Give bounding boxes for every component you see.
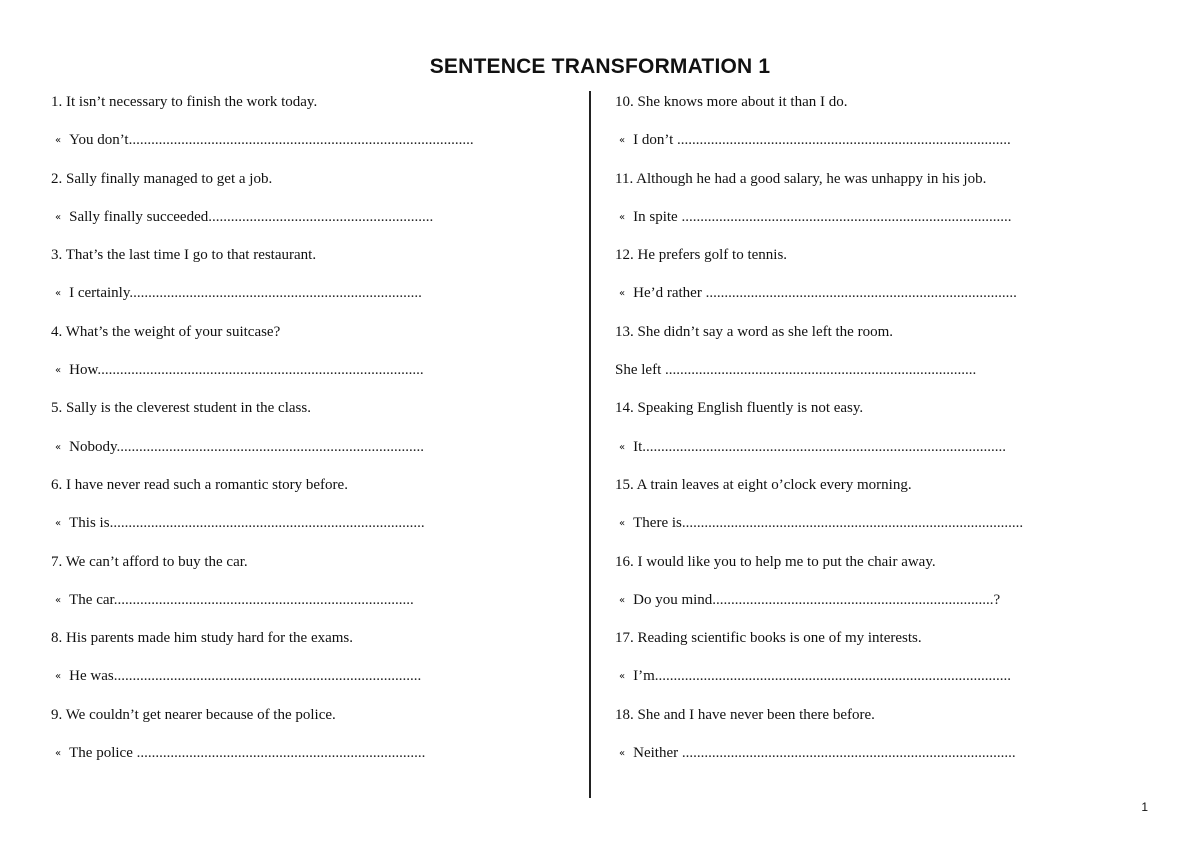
answer-prompt: Neither bbox=[633, 745, 682, 762]
arrow-bullet-icon: « bbox=[55, 518, 62, 530]
answer-prompt: I don’t bbox=[633, 132, 678, 149]
question-text: 3. That’s the last time I go to that restaurant. bbox=[51, 247, 317, 264]
question-text: 10. She knows more about it than I do. bbox=[615, 94, 848, 110]
answer-line bbox=[51, 665, 491, 703]
answer-line bbox=[51, 129, 491, 167]
answer-prompt: Sally finally succeeded bbox=[69, 208, 209, 225]
answer-blank[interactable]: ................................................................................... bbox=[705, 285, 1017, 302]
answer-line bbox=[51, 742, 491, 780]
answer-blank[interactable]: ................................................................................................. bbox=[642, 438, 1007, 455]
question-text: 14. Speaking English fluently is not easy. bbox=[615, 400, 864, 417]
arrow-bullet-icon: « bbox=[619, 211, 626, 223]
answer-line bbox=[51, 512, 491, 550]
answer-blank[interactable]: ......................................................................................... bbox=[677, 132, 1011, 149]
answer-prompt: How bbox=[69, 362, 98, 379]
answer-line bbox=[615, 742, 1055, 780]
arrow-bullet-icon: « bbox=[619, 748, 626, 760]
answer-line bbox=[51, 436, 491, 474]
answer-blank[interactable]: ................................................................................ bbox=[113, 591, 414, 608]
answer-blank[interactable]: .............................................................................. bbox=[129, 285, 422, 302]
question-text: 9. We couldn’t get nearer because of the police. bbox=[51, 706, 336, 723]
answer-line bbox=[615, 436, 1055, 474]
answer-line bbox=[51, 589, 491, 627]
answer-blank[interactable]: .................................................................................. bbox=[116, 438, 424, 455]
answer-line bbox=[51, 282, 491, 320]
answer-prompt: He was bbox=[69, 668, 114, 685]
question-text: 18. She and I have never been there before. bbox=[615, 706, 875, 723]
question-text: 12. He prefers golf to tennis. bbox=[615, 247, 788, 264]
answer-line bbox=[51, 206, 491, 244]
question-text: 4. What’s the weight of your suitcase? bbox=[51, 323, 281, 340]
question-text: 1. It isn’t necessary to finish the work today. bbox=[51, 94, 318, 110]
arrow-bullet-icon: « bbox=[55, 288, 62, 300]
answer-prompt: Do you mind bbox=[633, 591, 713, 608]
answer-prompt: I certainly bbox=[69, 285, 130, 302]
answer-line bbox=[615, 206, 1055, 244]
answer-blank[interactable]: ............................................................................................ bbox=[128, 132, 474, 149]
arrow-bullet-icon: « bbox=[55, 211, 62, 223]
arrow-bullet-icon: « bbox=[55, 671, 62, 683]
answer-blank[interactable]: .................................................................................... bbox=[109, 515, 425, 532]
answer-prompt: He’d rather bbox=[633, 285, 706, 302]
answer-blank[interactable]: ............................................................ bbox=[208, 208, 434, 225]
answer-blank[interactable]: ....................................................................................... bbox=[97, 362, 424, 379]
right-column bbox=[615, 91, 1055, 780]
question-text: 11. Although he had a good salary, he was unhappy in his job. bbox=[615, 170, 987, 187]
answer-blank[interactable]: ................................................................................... bbox=[665, 362, 977, 379]
question-text: 7. We can’t afford to buy the car. bbox=[51, 553, 248, 570]
answer-blank[interactable]: ...........................................................................? bbox=[712, 591, 1001, 608]
answer-line bbox=[51, 359, 491, 397]
answer-prompt: Nobody bbox=[69, 438, 117, 455]
answer-blank[interactable]: ........................................................................................... bbox=[681, 515, 1024, 532]
answer-blank[interactable]: ......................................................................................... bbox=[681, 745, 1016, 762]
arrow-bullet-icon: « bbox=[619, 594, 626, 606]
answer-line bbox=[615, 512, 1055, 550]
answer-prompt: She left bbox=[615, 362, 665, 379]
answer-line bbox=[615, 359, 1055, 397]
answer-blank[interactable]: ........................................................................................ bbox=[681, 208, 1012, 225]
left-column bbox=[51, 91, 491, 780]
question-text: 2. Sally finally managed to get a job. bbox=[51, 170, 273, 187]
question-text: 15. A train leaves at eight o’clock every morning. bbox=[615, 476, 912, 493]
arrow-bullet-icon: « bbox=[619, 135, 626, 147]
question-text: 16. I would like you to help me to put the chair away. bbox=[615, 553, 936, 570]
answer-line bbox=[615, 665, 1055, 703]
arrow-bullet-icon: « bbox=[55, 594, 62, 606]
arrow-bullet-icon: « bbox=[619, 441, 626, 453]
question-text: 5. Sally is the cleverest student in the class. bbox=[51, 400, 311, 417]
arrow-bullet-icon: « bbox=[55, 748, 62, 760]
question-text: 6. I have never read such a romantic story before. bbox=[51, 476, 348, 493]
answer-prompt: The police bbox=[69, 745, 137, 762]
answer-prompt: In spite bbox=[633, 208, 682, 225]
arrow-bullet-icon: « bbox=[619, 288, 626, 300]
answer-blank[interactable]: .................................................................................. bbox=[113, 668, 422, 685]
answer-prompt: It bbox=[633, 438, 643, 455]
column-divider bbox=[589, 91, 591, 798]
answer-prompt: The car bbox=[69, 591, 114, 608]
page-number: 1 bbox=[1141, 800, 1148, 814]
answer-prompt: You don’t bbox=[69, 132, 129, 149]
question-text: 13. She didn’t say a word as she left the room. bbox=[615, 323, 894, 340]
arrow-bullet-icon: « bbox=[619, 518, 626, 530]
arrow-bullet-icon: « bbox=[55, 135, 62, 147]
answer-blank[interactable]: ............................................................................................... bbox=[654, 668, 1012, 685]
answer-blank[interactable]: ............................................................................. bbox=[136, 745, 426, 762]
arrow-bullet-icon: « bbox=[55, 441, 62, 453]
question-text: 17. Reading scientific books is one of my interests. bbox=[615, 630, 922, 647]
answer-line bbox=[615, 129, 1055, 167]
answer-prompt: I’m bbox=[633, 668, 655, 685]
arrow-bullet-icon: « bbox=[55, 365, 62, 377]
question-text: 8. His parents made him study hard for the exams. bbox=[51, 630, 354, 647]
answer-line bbox=[615, 282, 1055, 320]
answer-prompt: This is bbox=[69, 515, 110, 532]
arrow-bullet-icon: « bbox=[619, 671, 626, 683]
page-title: SENTENCE TRANSFORMATION 1 bbox=[429, 55, 771, 78]
answer-line bbox=[615, 589, 1055, 627]
answer-prompt: There is bbox=[633, 515, 682, 532]
